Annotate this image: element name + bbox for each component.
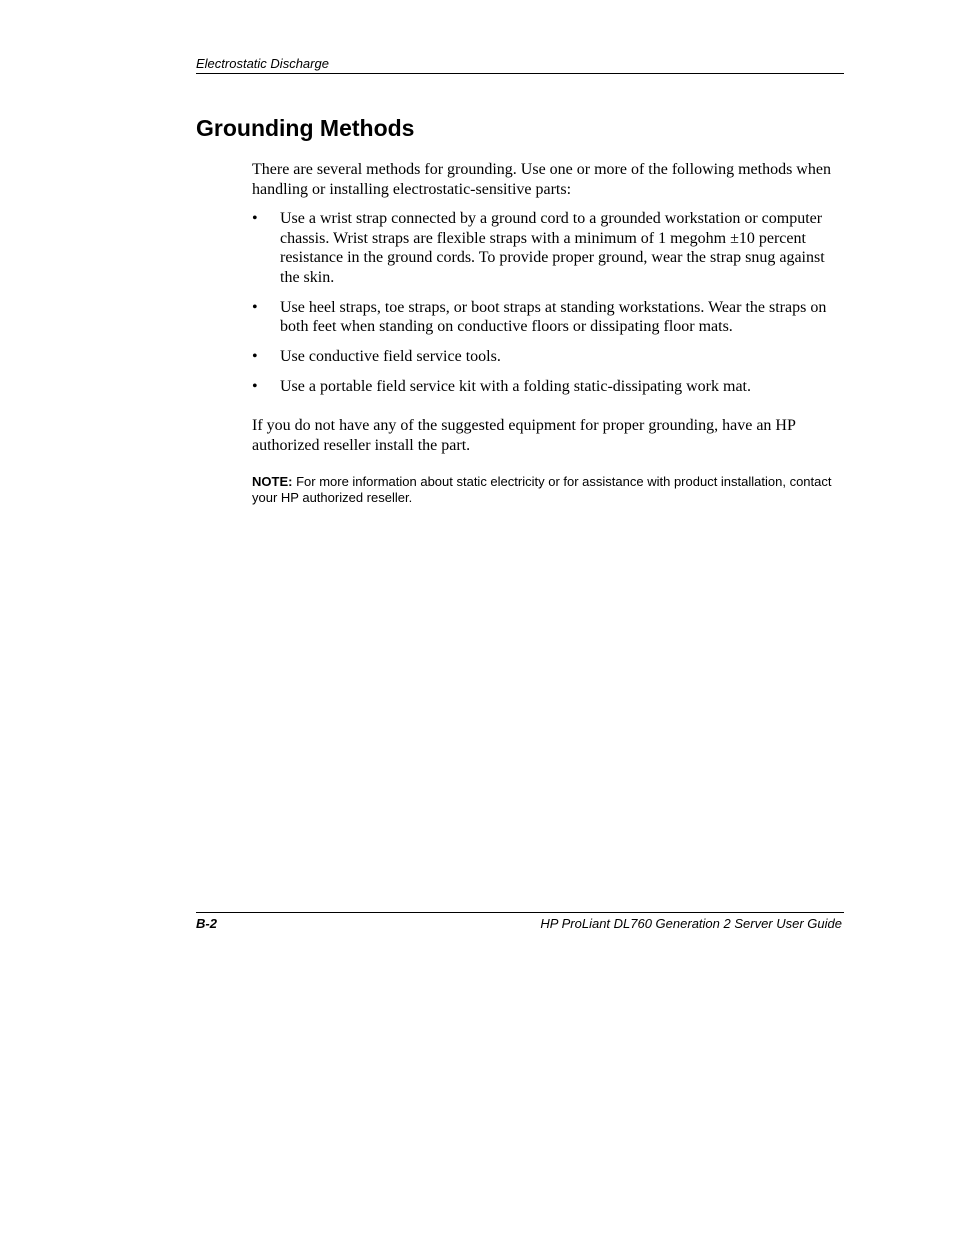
page-number: B-2 [196, 916, 217, 931]
bullet-icon: • [252, 210, 258, 227]
running-footer [196, 912, 844, 932]
note [252, 474, 844, 506]
bullet-icon: • [252, 348, 258, 365]
list-item-text: Use heel straps, toe straps, or boot straps at standing workstations. Wear the straps on both feet when standing on conductive floors or dissipating floor mats. [280, 298, 827, 335]
list-item-text: Use conductive field service tools. [280, 348, 501, 365]
list-item-text: Use a portable field service kit with a folding static-dissipating work mat. [280, 378, 751, 395]
book-title: HP ProLiant DL760 Generation 2 Server User Guide [540, 916, 842, 931]
bullet-icon: • [252, 378, 258, 395]
bullet-icon: • [252, 298, 258, 316]
running-header-title: Electrostatic Discharge [196, 56, 329, 71]
list-item [252, 298, 844, 337]
section-title: Grounding Methods [196, 115, 415, 141]
list-item [252, 209, 844, 287]
intro-paragraph: There are several methods for grounding. Use one or more of the following methods when handling or installing electrostatic-sensitive parts: [252, 161, 831, 198]
note-text: For more information about static electricity or for assistance with product installation, contact your HP authorized reseller. [252, 474, 832, 505]
closing-paragraph: If you do not have any of the suggested equipment for proper grounding, have an HP authorized reseller install the part. [252, 417, 796, 454]
grounding-methods-list [252, 209, 844, 407]
list-item [252, 377, 844, 397]
list-item-text: Use a wrist strap connected by a ground cord to a grounded workstation or computer chassis. Wrist straps are flexible straps with a minimum of 1 megohm ±10 percent resistance in the ground cords. To provide proper ground, wear the strap snug against the skin. [280, 210, 825, 286]
note-label: NOTE: [252, 474, 293, 489]
list-item [252, 347, 844, 367]
running-header [196, 56, 844, 74]
